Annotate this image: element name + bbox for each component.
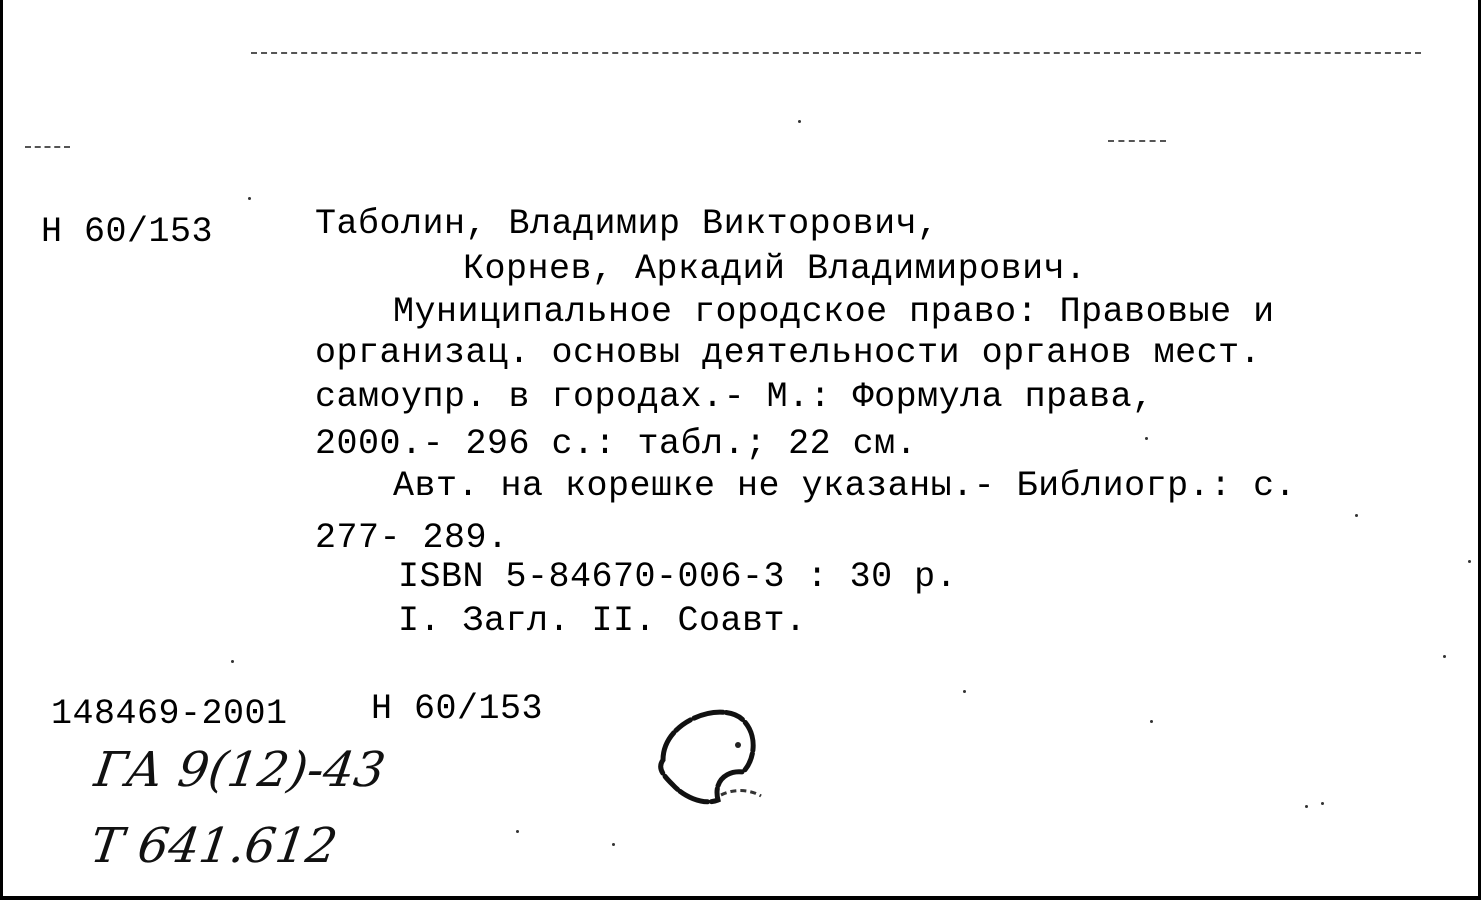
scan-speck [1145, 437, 1148, 440]
tracings-line: I. Загл. II. Соавт. [398, 601, 807, 641]
author-line: Таболин, Владимир Викторович, [315, 204, 939, 244]
handwritten-classification: ГА 9(12)-43 [91, 742, 389, 798]
coauthor-line: Корнев, Аркадий Владимирович. [463, 249, 1087, 289]
scan-speck [798, 120, 801, 123]
scan-speck [612, 843, 615, 846]
scan-speck [1321, 802, 1324, 805]
scan-speck [1468, 560, 1471, 563]
scan-speck [1443, 655, 1446, 658]
handwritten-index: Т 641.612 [87, 818, 341, 874]
scan-speck [231, 660, 234, 663]
library-stamp-icon [643, 700, 793, 830]
title-line: организац. основы деятельности органов мест. [315, 333, 1262, 373]
isbn-line: ISBN 5-84670-006-3 : 30 р. [398, 557, 958, 597]
title-line: самоупр. в городах.- М.: Формула права, [315, 377, 1154, 417]
title-line: 2000.- 296 с.: табл.; 22 см. [315, 424, 918, 464]
title-line: Муниципальное городское право: Правовые и [393, 292, 1275, 332]
accession-number: 148469-2001 [51, 694, 288, 734]
scan-noise-line [251, 52, 1421, 54]
scan-speck [1150, 720, 1153, 723]
shelf-mark-bottom: Н 60/153 [371, 689, 544, 729]
scan-speck [248, 197, 251, 200]
scan-speck [1305, 805, 1308, 808]
shelf-mark: Н 60/153 [41, 212, 214, 252]
scan-speck [516, 830, 519, 833]
note-line: Авт. на корешке не указаны.- Библиогр.: с. [393, 466, 1297, 506]
note-line: 277- 289. [315, 518, 509, 558]
scan-noise-line [25, 146, 70, 148]
scan-speck [963, 690, 966, 693]
scan-speck [1355, 514, 1358, 517]
scan-noise-line [1108, 140, 1166, 142]
